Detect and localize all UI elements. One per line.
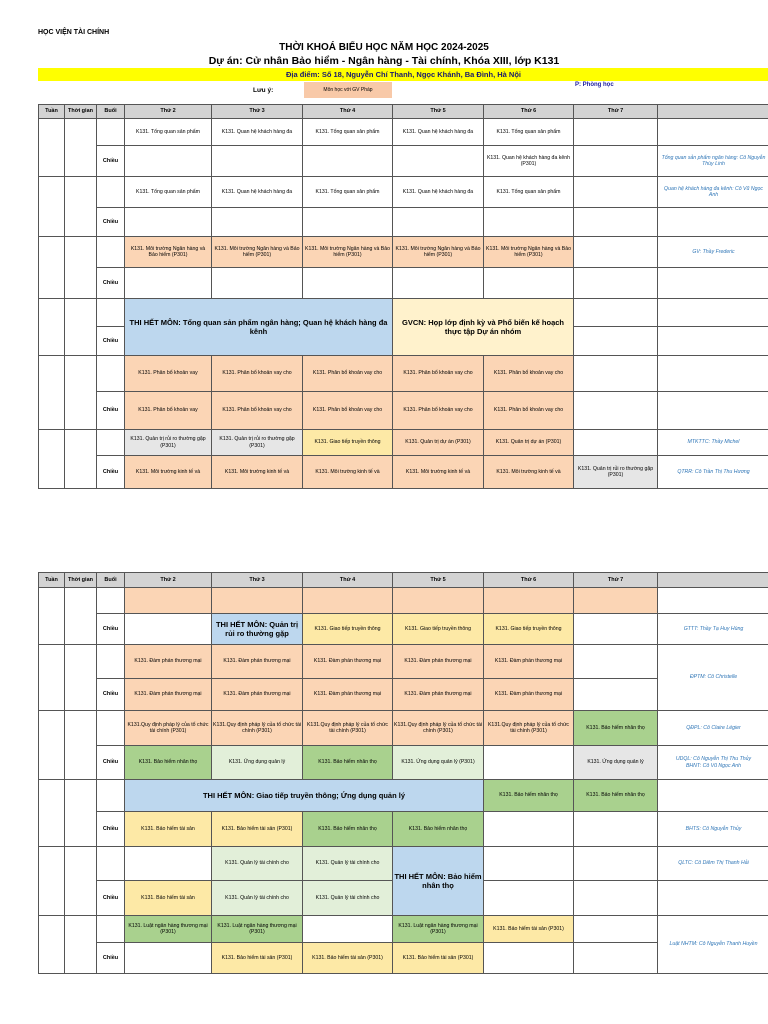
session-cell [97, 645, 125, 679]
class-cell [574, 588, 658, 614]
class-cell: K131.Quy định pháp lý của tổ chức tài chính (P301) [393, 711, 484, 746]
tuan-cell [39, 430, 65, 489]
teacher-note-line: UDQL: Cô Nguyễn Thị Thu Thủy [675, 756, 752, 762]
teacher-note-line: GV: Thầy Frederic [692, 248, 735, 255]
column-header: Thứ 3 [212, 105, 303, 119]
class-cell [125, 588, 212, 614]
class-cell: K131. Bảo hiểm nhân thọ [125, 746, 212, 780]
class-cell [212, 588, 303, 614]
schedule-row [39, 645, 768, 679]
class-cell: K131.Quy định pháp lý của tổ chức tài chính (P301) [212, 711, 303, 746]
thoi-gian-cell [65, 645, 97, 711]
class-cell: K131. Đàm phán thương mại [393, 645, 484, 679]
class-cell: K131. Quan hệ khách hàng đa kênh (P301) [484, 146, 574, 177]
class-cell: K131. Đàm phán thương mại [212, 679, 303, 711]
column-header: Thứ 3 [212, 573, 303, 588]
teacher-note [658, 430, 768, 456]
class-cell [393, 268, 484, 299]
schedule-row [39, 356, 768, 392]
teacher-note [658, 177, 768, 208]
class-cell: K131. Tổng quan sản phẩm [125, 119, 212, 146]
org-name: HỌC VIỆN TÀI CHÍNH [38, 29, 110, 36]
class-cell [484, 812, 574, 847]
tuan-cell [39, 711, 65, 780]
class-cell: K131. Môi trường Ngân hàng và Bảo hiểm (P301) [484, 237, 574, 268]
class-cell: K131. Bảo hiểm nhân thọ [574, 711, 658, 746]
teacher-note [658, 916, 768, 974]
column-header: Thứ 7 [574, 105, 658, 119]
class-cell: K131. Tổng quan sản phẩm [484, 177, 574, 208]
session-cell: Chiều [97, 812, 125, 847]
class-cell [484, 588, 574, 614]
class-cell [574, 299, 658, 327]
schedule-row [39, 614, 768, 645]
schedule-row [39, 268, 768, 299]
class-cell: K131. Đàm phán thương mại [484, 679, 574, 711]
tuan-cell [39, 780, 65, 847]
schedule-row [39, 746, 768, 780]
schedule-row [39, 430, 768, 456]
session-cell [97, 847, 125, 881]
class-cell [303, 208, 393, 237]
class-cell: K131. Luật ngân hàng thương mại (P301) [125, 916, 212, 943]
teacher-note [658, 392, 768, 430]
exam-cell: THI HẾT MÔN: Tổng quan sản phẩm ngân hàng; Quan hệ khách hàng đa kênh [125, 299, 393, 356]
class-cell: K131. Quản lý tài chính cho [303, 847, 393, 881]
class-cell: K131. Quản lý tài chính cho [212, 881, 303, 916]
class-cell: K131. Quản lý tài chính cho [303, 881, 393, 916]
thoi-gian-cell [65, 119, 97, 177]
class-cell: K131. Luật ngân hàng thương mại (P301) [212, 916, 303, 943]
column-header: Thứ 4 [303, 573, 393, 588]
class-cell [212, 268, 303, 299]
class-cell [125, 943, 212, 974]
teacher-note-line: ĐPTM: Cô Christelle [689, 674, 738, 681]
table-header-row [39, 105, 768, 119]
class-cell [484, 881, 574, 916]
teacher-note [658, 711, 768, 746]
column-header: Buổi [97, 573, 125, 588]
teacher-note-line: BHTS: Cô Nguyễn Thủy [685, 825, 742, 832]
column-header: Thứ 5 [393, 573, 484, 588]
class-cell: K131. Bảo hiểm nhân thọ [393, 812, 484, 847]
teacher-note [658, 847, 768, 881]
teacher-note [658, 746, 768, 780]
session-cell [97, 430, 125, 456]
column-header [658, 573, 768, 588]
teacher-note [658, 327, 768, 356]
schedule-row [39, 392, 768, 430]
class-cell: K131. Giao tiếp truyền thông [303, 430, 393, 456]
class-cell: K131. Môi trường kinh tế và [303, 456, 393, 489]
session-cell [97, 356, 125, 392]
class-cell [125, 614, 212, 645]
class-cell [393, 208, 484, 237]
teacher-note-line: Tổng quan sản phẩm ngân hàng: Cô Nguyễn Thùy Linh [661, 154, 766, 167]
teacher-note [658, 208, 768, 237]
class-cell: K131. Đàm phán thương mại [212, 645, 303, 679]
session-cell: Chiều [97, 746, 125, 780]
schedule-row [39, 146, 768, 177]
class-cell: K131. Bảo hiểm nhân thọ [303, 812, 393, 847]
page-title: THỜI KHOÁ BIỂU HỌC NĂM HỌC 2024-2025 [279, 42, 489, 53]
session-cell: Chiều [97, 327, 125, 356]
class-cell [125, 146, 212, 177]
session-cell: Chiều [97, 943, 125, 974]
thoi-gian-cell [65, 588, 97, 645]
schedule-row [39, 119, 768, 146]
session-cell: Chiều [97, 268, 125, 299]
class-cell [574, 327, 658, 356]
tuan-cell [39, 356, 65, 430]
class-cell [574, 146, 658, 177]
class-cell: K131. Phân bổ khoản vay cho [212, 392, 303, 430]
class-cell: K131. Tổng quan sản phẩm [303, 119, 393, 146]
session-cell: Chiều [97, 392, 125, 430]
column-header: Thời gian [65, 573, 97, 588]
class-cell: K131. Phân bổ khoản vay cho [393, 392, 484, 430]
column-header: Thứ 4 [303, 105, 393, 119]
class-cell: K131. Môi trường Ngân hàng và Bảo hiểm (P301) [393, 237, 484, 268]
exam-cell: THI HẾT MÔN: Quản trị rủi ro thường gặp [212, 614, 303, 645]
tuan-cell [39, 588, 65, 645]
class-cell [574, 356, 658, 392]
class-cell: K131. Phân bổ khoản vay cho [212, 356, 303, 392]
thoi-gian-cell [65, 711, 97, 780]
schedule-row [39, 588, 768, 614]
class-cell: K131. Quan hệ khách hàng đa [393, 177, 484, 208]
teacher-note [658, 456, 768, 489]
class-cell [212, 146, 303, 177]
teacher-note [658, 268, 768, 299]
class-cell: K131.Quy định pháp lý của tổ chức tài chính (P301) [484, 711, 574, 746]
class-cell: K131. Bảo hiểm tài sản (P301) [484, 916, 574, 943]
class-cell: K131. Giao tiếp truyền thông [393, 614, 484, 645]
class-cell: K131. Đàm phán thương mại [393, 679, 484, 711]
teacher-note-line: BHNT: Cô Vũ Ngọc Anh [685, 762, 742, 769]
class-cell [212, 208, 303, 237]
class-cell [574, 916, 658, 943]
column-header: Thời gian [65, 105, 97, 119]
class-cell: K131. Quản trị rủi ro thường gặp (P301) [125, 430, 212, 456]
class-cell [125, 847, 212, 881]
class-cell: K131. Phân bổ khoản vay [125, 392, 212, 430]
class-cell: K131. Phân bổ khoản vay cho [303, 392, 393, 430]
class-cell [125, 268, 212, 299]
class-cell [574, 679, 658, 711]
teacher-note [658, 146, 768, 177]
thoi-gian-cell [65, 780, 97, 847]
class-cell [303, 268, 393, 299]
teacher-note [658, 356, 768, 392]
column-header [658, 105, 768, 119]
session-cell [97, 916, 125, 943]
class-cell: K131. Môi trường kinh tế và [212, 456, 303, 489]
teacher-note [658, 881, 768, 916]
page-subtitle: Dự án: Cử nhân Bảo hiểm - Ngân hàng - Tài chính, Khóa XIII, lớp K131 [208, 55, 560, 67]
class-cell: K131. Môi trường Ngân hàng và Bảo hiểm (P301) [125, 237, 212, 268]
tuan-cell [39, 847, 65, 916]
class-cell [303, 588, 393, 614]
session-cell: Chiều [97, 679, 125, 711]
tuan-cell [39, 645, 65, 711]
teacher-note [658, 812, 768, 847]
session-cell [97, 588, 125, 614]
teacher-note-line: QLTC: Cô Diêm Thị Thanh Hải [678, 860, 749, 867]
class-cell [574, 392, 658, 430]
teacher-note-line: GTTT: Thầy Tạ Huy Hùng [683, 625, 744, 632]
column-header: Thứ 5 [393, 105, 484, 119]
thoi-gian-cell [65, 299, 97, 356]
class-cell: K131. Quản trị rủi ro thường gặp (P301) [212, 430, 303, 456]
exam-cell: THI HẾT MÔN: Bảo hiểm nhân thọ [393, 847, 484, 916]
class-cell [574, 847, 658, 881]
exam-cell: GVCN: Họp lớp định kỳ và Phổ biến kế hoạch thực tập Dự án nhóm [393, 299, 574, 356]
schedule-table-2 [38, 572, 768, 974]
tuan-cell [39, 299, 65, 356]
class-cell: K131. Tổng quan sản phẩm [484, 119, 574, 146]
class-cell: K131. Quản trị dự án (P301) [393, 430, 484, 456]
teacher-note [658, 299, 768, 327]
class-cell [484, 268, 574, 299]
schedule-row [39, 847, 768, 881]
session-cell: Chiều [97, 881, 125, 916]
exam-cell: THI HẾT MÔN: Giao tiếp truyền thông; Ứng dụng quản lý [125, 780, 484, 812]
class-cell: K131. Quản lý tài chính cho [212, 847, 303, 881]
class-cell [574, 237, 658, 268]
class-cell [574, 119, 658, 146]
tuan-cell [39, 916, 65, 974]
class-cell: K131. Giao tiếp truyền thông [484, 614, 574, 645]
class-cell: K131. Bảo hiểm nhân thọ [574, 780, 658, 812]
class-cell: K131.Quy định pháp lý của tổ chức tài chính (P301) [303, 711, 393, 746]
tuan-cell [39, 177, 65, 237]
tuan-cell [39, 237, 65, 299]
column-header: Thứ 2 [125, 573, 212, 588]
session-cell [97, 237, 125, 268]
class-cell: K131. Bảo hiểm tài sản (P301) [393, 943, 484, 974]
class-cell [303, 916, 393, 943]
column-header: Thứ 6 [484, 105, 574, 119]
column-header: Thứ 7 [574, 573, 658, 588]
class-cell [484, 208, 574, 237]
class-cell: K131. Đàm phán thương mại [484, 645, 574, 679]
tuan-cell [39, 119, 65, 177]
class-cell [574, 812, 658, 847]
class-cell: K131. Bảo hiểm nhân thọ [484, 780, 574, 812]
class-cell: K131. Giao tiếp truyền thông [303, 614, 393, 645]
class-cell: K131. Ứng dụng quản lý [212, 746, 303, 780]
class-cell: K131. Môi trường Ngân hàng và Bảo hiểm (P301) [303, 237, 393, 268]
room-note: P: Phòng học [575, 82, 614, 88]
class-cell: K131. Tổng quan sản phẩm [303, 177, 393, 208]
legend-french-teacher: Môn học với GV Pháp [304, 82, 392, 98]
teacher-note [658, 645, 768, 711]
thoi-gian-cell [65, 430, 97, 489]
class-cell: K131. Phân bổ khoản vay cho [303, 356, 393, 392]
class-cell: K131. Đàm phán thương mại [303, 679, 393, 711]
class-cell: K131. Môi trường Ngân hàng và Bảo hiểm (P301) [212, 237, 303, 268]
class-cell: K131. Bảo hiểm tài sản (P301) [212, 812, 303, 847]
class-cell [574, 614, 658, 645]
thoi-gian-cell [65, 916, 97, 974]
thoi-gian-cell [65, 847, 97, 916]
teacher-note-line: QĐPL: Cô Claire Légier [686, 724, 741, 731]
class-cell [574, 943, 658, 974]
class-cell: K131. Tổng quan sản phẩm [125, 177, 212, 208]
class-cell: K131. Ứng dụng quản lý [574, 746, 658, 780]
class-cell: K131. Đàm phán thương mại [125, 679, 212, 711]
column-header: Thứ 2 [125, 105, 212, 119]
teacher-note [658, 780, 768, 812]
teacher-note [658, 614, 768, 645]
thoi-gian-cell [65, 356, 97, 430]
class-cell: K131. Phân bổ khoản vay cho [393, 356, 484, 392]
class-cell: K131. Quản trị dự án (P301) [484, 430, 574, 456]
class-cell: K131. Đàm phán thương mại [125, 645, 212, 679]
teacher-note-line: Quan hệ khách hàng đa kênh: Cô Vũ Ngọc Anh [664, 185, 763, 198]
teacher-note-line: QTRR: Cô Trần Thị Thu Hương [677, 468, 750, 475]
schedule-row [39, 780, 768, 812]
class-cell: K131. Bảo hiểm tài sản (P301) [212, 943, 303, 974]
schedule-row [39, 299, 768, 327]
class-cell: K131. Quan hệ khách hàng đa [212, 177, 303, 208]
class-cell: K131. Môi trường kinh tế và [125, 456, 212, 489]
class-cell: K131. Quan hệ khách hàng đa [393, 119, 484, 146]
schedule-row [39, 177, 768, 208]
class-cell: K131. Luật ngân hàng thương mại (P301) [393, 916, 484, 943]
schedule-row [39, 916, 768, 943]
class-cell: K131. Quản trị rủi ro thường gặp (P301) [574, 456, 658, 489]
schedule-row [39, 237, 768, 268]
column-header: Thứ 6 [484, 573, 574, 588]
teacher-note [658, 588, 768, 614]
schedule-row [39, 456, 768, 489]
session-cell [97, 299, 125, 327]
class-cell: K131. Môi trường kinh tế và [393, 456, 484, 489]
session-cell [97, 119, 125, 146]
class-cell [393, 588, 484, 614]
class-cell [574, 645, 658, 679]
class-cell [484, 746, 574, 780]
class-cell: K131. Bảo hiểm nhân thọ [303, 746, 393, 780]
session-cell: Chiều [97, 456, 125, 489]
thoi-gian-cell [65, 177, 97, 237]
schedule-table-1 [38, 104, 768, 489]
table-header-row [39, 573, 768, 588]
thoi-gian-cell [65, 237, 97, 299]
class-cell: K131. Bảo hiểm tài sản [125, 812, 212, 847]
teacher-note-line: Luật NHTM: Cô Nguyễn Thanh Huyền [669, 941, 758, 948]
class-cell [574, 177, 658, 208]
session-cell: Chiều [97, 614, 125, 645]
session-cell: Chiều [97, 146, 125, 177]
class-cell [574, 208, 658, 237]
column-header: Buổi [97, 105, 125, 119]
session-cell [97, 780, 125, 812]
teacher-note [658, 119, 768, 146]
class-cell [574, 881, 658, 916]
class-cell: K131. Ứng dụng quản lý (P301) [393, 746, 484, 780]
teacher-note-line: MTKTTC: Thầy Michel [687, 439, 740, 446]
column-header: Tuần [39, 573, 65, 588]
schedule-row [39, 812, 768, 847]
class-cell: K131. Môi trường kinh tế và [484, 456, 574, 489]
class-cell: K131. Bảo hiểm tài sản [125, 881, 212, 916]
class-cell: K131.Quy định pháp lý của tổ chức tài chính (P301) [125, 711, 212, 746]
schedule-row [39, 711, 768, 746]
class-cell [393, 146, 484, 177]
class-cell [484, 943, 574, 974]
class-cell: K131. Phân bổ khoản vay cho [484, 356, 574, 392]
schedule-row [39, 208, 768, 237]
session-cell: Chiều [97, 208, 125, 237]
class-cell: K131. Bảo hiểm tài sản (P301) [303, 943, 393, 974]
class-cell: K131. Đàm phán thương mại [303, 645, 393, 679]
location-bar: Địa điểm: Số 18, Nguyễn Chí Thanh, Ngọc Khánh, Ba Đình, Hà Nội [38, 68, 768, 81]
class-cell [303, 146, 393, 177]
class-cell: K131. Phân bổ khoản vay cho [484, 392, 574, 430]
class-cell: K131. Quan hệ khách hàng đa [212, 119, 303, 146]
class-cell [125, 208, 212, 237]
session-cell [97, 177, 125, 208]
class-cell [574, 430, 658, 456]
column-header: Tuần [39, 105, 65, 119]
class-cell: K131. Phân bổ khoản vay [125, 356, 212, 392]
class-cell [574, 268, 658, 299]
session-cell [97, 711, 125, 746]
class-cell [484, 847, 574, 881]
note-label: Lưu ý: [253, 87, 274, 94]
teacher-note [658, 237, 768, 268]
